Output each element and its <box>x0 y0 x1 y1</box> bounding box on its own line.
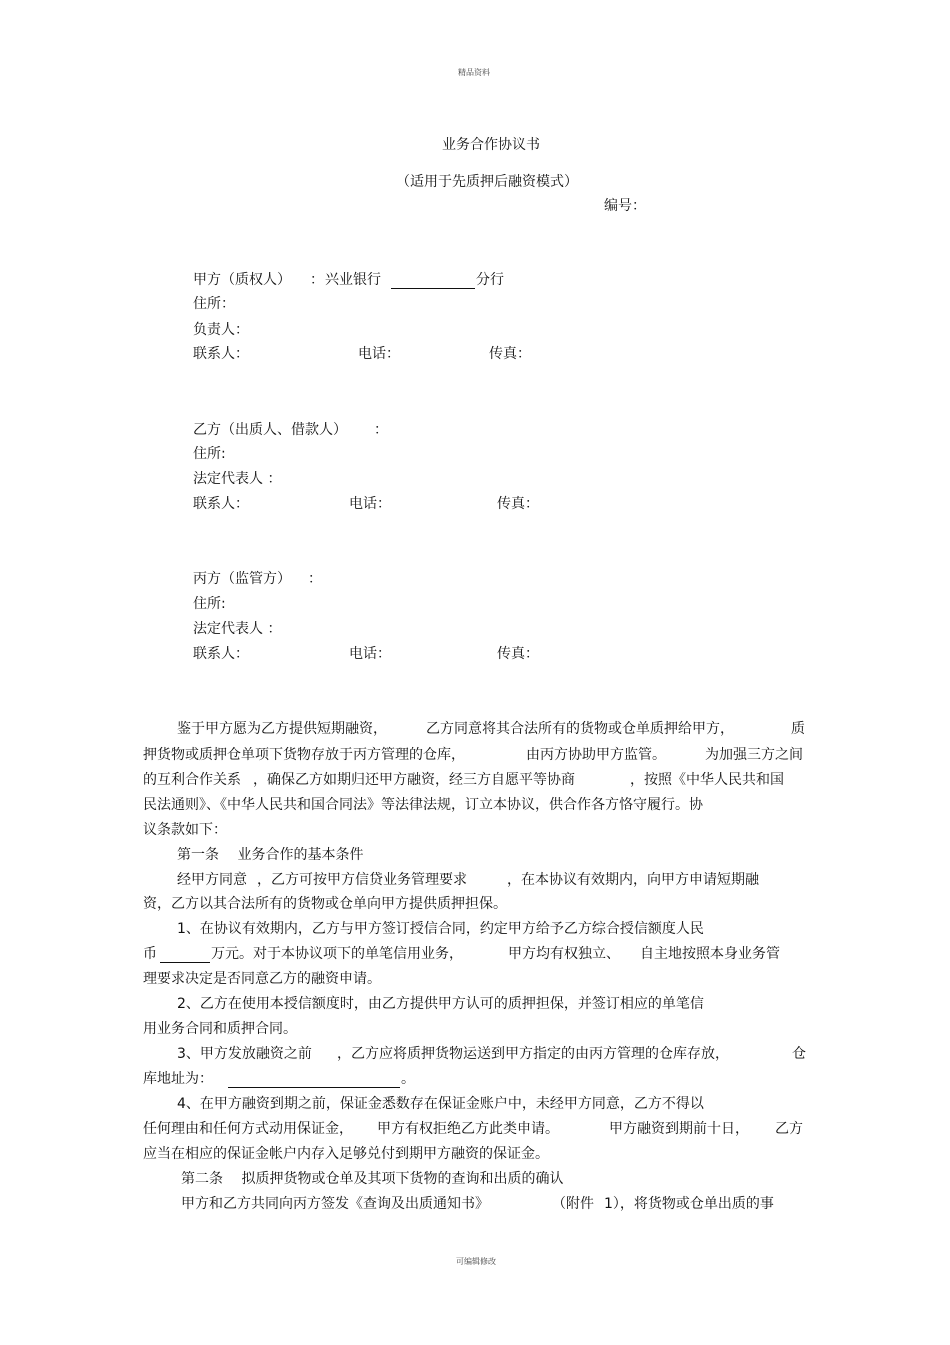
party-c-contact: 联系人： <box>193 646 249 662</box>
document-number-label: 编号： <box>604 198 646 214</box>
party-b-address: 住所: <box>193 446 226 462</box>
text-line: 库地址为： <box>143 1071 213 1087</box>
text-line: 押货物或质押仓单项下货物存放于丙方管理的仓库， <box>143 747 465 763</box>
text-line: ，乙方可按甲方信贷业务管理要求 <box>257 872 467 888</box>
party-a-phone: 电话： <box>358 346 400 362</box>
party-a-branch-suffix: 分行 <box>476 272 504 288</box>
text-line: 2、乙方在使用本授信额度时，由乙方提供甲方认可的质押担保，并签订相应的单笔信 <box>177 996 704 1012</box>
text-line: 甲方和乙方共同向丙方签发《查询及出质通知书》 <box>181 1196 489 1212</box>
party-a-branch-blank <box>391 274 475 289</box>
text-line: 由丙方协助甲方监管。 <box>526 747 666 763</box>
credit-amount-blank <box>160 948 210 963</box>
article-2-title: 第二条 拟质押货物或仓单及其项下货物的查询和出质的确认 <box>181 1171 564 1187</box>
page-header: 精品资料 <box>458 68 490 77</box>
text-line: ，确保乙方如期归还甲方融资，经三方自愿平等协商 <box>253 772 575 788</box>
party-a-fax: 传真： <box>489 346 531 362</box>
party-c-legal-rep: 法定代表人 ： <box>193 621 282 637</box>
text-line: 乙方 <box>775 1121 803 1137</box>
text-line: 任何理由和任何方式动用保证金， <box>143 1121 353 1137</box>
article-1-title: 第一条 业务合作的基本条件 <box>177 847 364 863</box>
text-line: 为加强三方之间 <box>705 747 803 763</box>
party-a-bank: 兴业银行 <box>325 272 381 288</box>
text-line: 甲方融资到期前十日， <box>609 1121 749 1137</box>
party-b-fax: 传真： <box>497 496 539 512</box>
text-line: 1、在协议有效期内，乙方与甲方签订授信合同，约定甲方给予乙方综合授信额度人民 <box>177 921 704 937</box>
text-line: 的互利合作关系 <box>143 772 241 788</box>
text-line: 4、在甲方融资到期之前，保证金悉数存在保证金账户中，未经甲方同意，乙方不得以 <box>177 1096 704 1112</box>
party-a-contact: 联系人： <box>193 346 249 362</box>
text-line: 币 <box>143 946 157 962</box>
text-line: 资，乙方以其合法所有的货物或仓单向甲方提供质押担保。 <box>143 896 507 912</box>
party-b-label: 乙方（出质人、借款人） <box>193 422 347 438</box>
text-line: 万元。对于本协议项下的单笔信用业务， <box>211 946 463 962</box>
party-c-address: 住所: <box>193 596 226 612</box>
text-line: 3、甲方发放融资之前 <box>177 1046 312 1062</box>
text-line: 应当在相应的保证金帐户内存入足够兑付到期甲方融资的保证金。 <box>143 1146 549 1162</box>
party-a-colon: ： <box>310 272 324 288</box>
party-c-fax: 传真： <box>497 646 539 662</box>
text-line: 1），将货物或仓单出质的事 <box>604 1196 774 1212</box>
party-b-colon: ： <box>374 422 388 438</box>
party-b-phone: 电话： <box>349 496 391 512</box>
party-b-legal-rep: 法定代表人 ： <box>193 471 282 487</box>
party-b-contact: 联系人： <box>193 496 249 512</box>
text-line: 。 <box>401 1071 415 1087</box>
text-line: ，按照《中华人民共和国 <box>630 772 784 788</box>
document-subtitle: （适用于先质押后融资模式） <box>396 174 578 190</box>
party-a-responsible: 负责人： <box>193 322 249 338</box>
text-line: 用业务合同和质押合同。 <box>143 1021 297 1037</box>
text-line: 乙方同意将其合法所有的货物或仓单质押给甲方， <box>426 721 734 737</box>
document-title: 业务合作协议书 <box>442 137 540 153</box>
party-a-address: 住所： <box>193 296 235 312</box>
text-line: 理要求决定是否同意乙方的融资申请。 <box>143 971 381 987</box>
text-line: 民法通则》、《中华人民共和国合同法》等法律法规，订立本协议，供合作各方恪守履行。协 <box>143 797 703 813</box>
party-c-colon: ： <box>308 571 322 587</box>
text-line: 甲方均有权独立、 <box>508 946 620 962</box>
text-line: 仓 <box>792 1046 806 1062</box>
text-line: 自主地按照本身业务管 <box>640 946 780 962</box>
party-a-label: 甲方（质权人） <box>193 272 291 288</box>
text-line: ，在本协议有效期内，向甲方申请短期融 <box>507 872 759 888</box>
text-line: 议条款如下： <box>143 822 227 838</box>
text-line: 经甲方同意 <box>177 872 247 888</box>
text-line: （附件 <box>552 1196 594 1212</box>
text-line: 鉴于甲方愿为乙方提供短期融资， <box>177 721 387 737</box>
text-line: 甲方有权拒绝乙方此类申请。 <box>377 1121 559 1137</box>
text-line: ，乙方应将质押货物运送到甲方指定的由丙方管理的仓库存放， <box>337 1046 729 1062</box>
party-c-phone: 电话： <box>349 646 391 662</box>
page-footer: 可编辑修改 <box>456 1257 496 1266</box>
text-line: 质 <box>791 721 805 737</box>
warehouse-address-blank <box>228 1073 400 1088</box>
party-c-label: 丙方（监管方） <box>193 571 291 587</box>
